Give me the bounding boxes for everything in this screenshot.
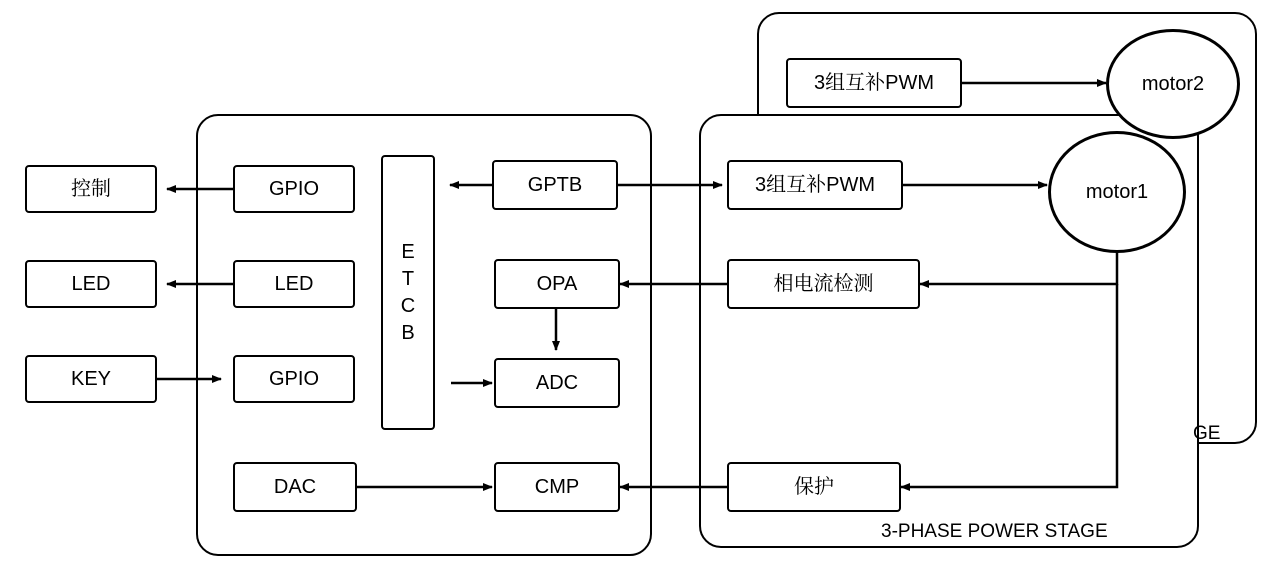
etcb-letter-b: B	[401, 321, 415, 344]
motor1[interactable]	[1048, 131, 1186, 253]
power-stage-2-caption	[1193, 423, 1220, 445]
opa[interactable]	[494, 259, 620, 309]
control-output[interactable]	[25, 165, 157, 213]
pwm-motor2[interactable]	[786, 58, 962, 108]
gpio-top-label: GPIO	[268, 178, 319, 200]
power-stage-1-caption-label: 3-PHASE POWER STAGE	[881, 521, 1108, 542]
pwm-motor1[interactable]	[727, 160, 903, 210]
pwm-motor1-label: 3组互补PWM	[755, 174, 875, 196]
gpio-top[interactable]	[233, 165, 355, 213]
key-input-label: KEY	[70, 368, 112, 390]
etcb[interactable]	[381, 155, 435, 430]
gptb[interactable]	[492, 160, 618, 210]
adc[interactable]	[494, 358, 620, 408]
protection-label: 保护	[794, 476, 834, 498]
phase-current-sense[interactable]	[727, 259, 920, 309]
led-peripheral-label: LED	[274, 273, 314, 295]
led-output[interactable]	[25, 260, 157, 308]
dac-label: DAC	[273, 476, 317, 498]
control-output-label: 控制	[71, 178, 111, 200]
key-input[interactable]	[25, 355, 157, 403]
etcb-letter-t: T	[401, 267, 415, 290]
dac[interactable]	[233, 462, 357, 512]
etcb-letter-e: E	[401, 240, 415, 263]
adc-label: ADC	[535, 372, 579, 394]
motor2-label: motor2	[1141, 72, 1205, 95]
cmp-label: CMP	[534, 476, 580, 498]
led-peripheral[interactable]	[233, 260, 355, 308]
led-output-label: LED	[71, 273, 111, 295]
gpio-bottom-label: GPIO	[268, 368, 319, 390]
protection[interactable]	[727, 462, 901, 512]
cmp[interactable]	[494, 462, 620, 512]
motor1-label: motor1	[1085, 180, 1149, 203]
opa-label: OPA	[536, 273, 578, 295]
power-stage-1-caption	[881, 521, 1108, 543]
power-stage-2-caption-label: GE	[1193, 423, 1221, 444]
gpio-bottom[interactable]	[233, 355, 355, 403]
etcb-letter-c: C	[400, 294, 416, 317]
gptb-label: GPTB	[527, 174, 583, 196]
phase-current-sense-label: 相电流检测	[773, 273, 874, 295]
pwm-motor2-label: 3组互补PWM	[814, 72, 934, 94]
motor2[interactable]	[1106, 29, 1240, 139]
